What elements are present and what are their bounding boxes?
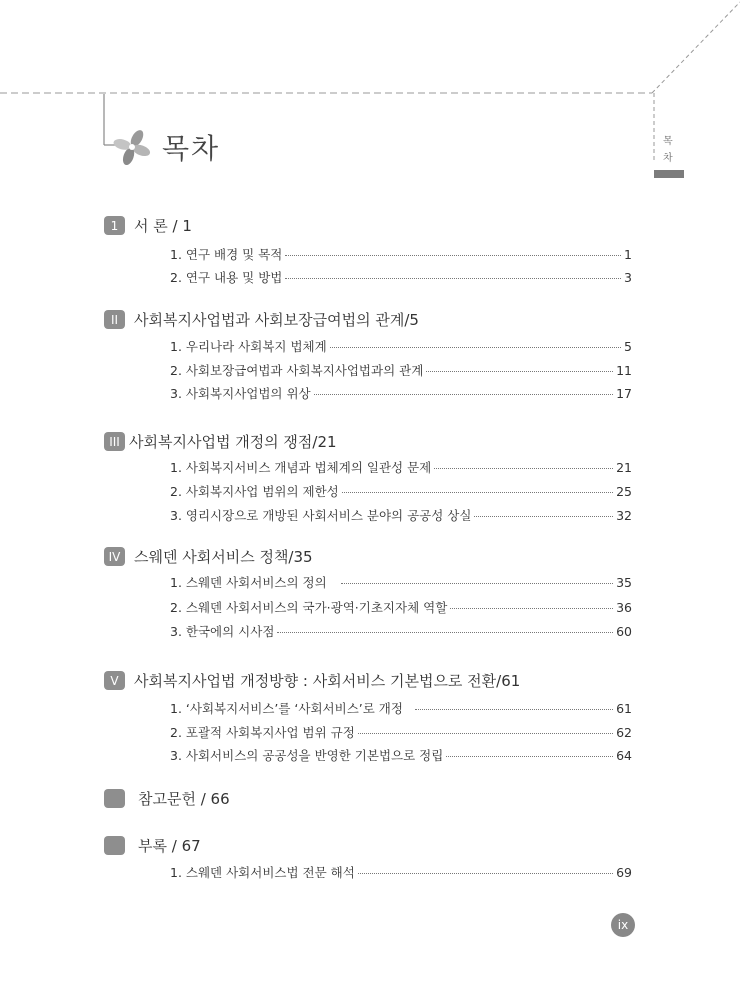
entry-page: 1 xyxy=(624,247,632,262)
entry-title: 2. 연구 내용 및 방법 xyxy=(170,270,283,285)
dot-leader xyxy=(358,733,613,734)
section-square-badge xyxy=(104,836,125,855)
entry-title: 1. 스웨덴 사회서비스의 정의 xyxy=(170,575,327,590)
entry-page: 61 xyxy=(616,701,632,716)
section-number-badge: 1 xyxy=(104,216,125,235)
toc-section-references[interactable] xyxy=(104,788,230,809)
entry-page: 17 xyxy=(616,386,632,401)
toc-entry[interactable] xyxy=(170,384,632,402)
dot-leader xyxy=(277,632,613,633)
toc-section-5[interactable] xyxy=(104,670,520,691)
entry-page: 60 xyxy=(616,624,632,639)
dot-leader xyxy=(342,492,613,493)
page-number-badge: ix xyxy=(611,913,635,937)
entry-title: 3. 사회복지사업법의 위상 xyxy=(170,386,311,401)
dot-leader xyxy=(285,278,621,279)
flower-icon xyxy=(112,127,152,167)
entry-title: 1. 연구 배경 및 목적 xyxy=(170,247,283,262)
toc-entry[interactable] xyxy=(170,598,632,616)
entry-page: 11 xyxy=(616,363,632,378)
section-title: 사회복지사업법 개정의 쟁점/21 xyxy=(129,433,337,451)
entry-title: 1. 사회복지서비스 개념과 법체계의 일관성 문제 xyxy=(170,460,432,475)
toc-entry[interactable] xyxy=(170,723,632,741)
dot-leader xyxy=(358,873,613,874)
side-tab-bar xyxy=(654,170,684,178)
section-title: 사회복지사업법 개정방향 : 사회서비스 기본법으로 전환/61 xyxy=(134,672,521,690)
side-tab-char-2: 차 xyxy=(663,153,673,164)
entry-title: 1. 우리나라 사회복지 법체계 xyxy=(170,339,327,354)
toc-entry[interactable] xyxy=(170,458,632,476)
dot-leader xyxy=(341,583,613,584)
entry-page: 64 xyxy=(616,748,632,763)
toc-section-4[interactable] xyxy=(104,546,313,567)
entry-page: 25 xyxy=(616,484,632,499)
toc-section-3[interactable] xyxy=(104,431,337,452)
entry-page: 5 xyxy=(624,339,632,354)
toc-section-2[interactable] xyxy=(104,309,419,330)
section-number-badge: III xyxy=(104,432,125,451)
toc-entry[interactable] xyxy=(170,506,632,524)
dot-leader xyxy=(330,347,621,348)
toc-entry[interactable] xyxy=(170,746,632,764)
toc-entry[interactable] xyxy=(170,622,632,640)
dot-leader xyxy=(434,468,613,469)
section-title: 사회복지사업법과 사회보장급여법의 관계/5 xyxy=(134,311,419,329)
entry-page: 35 xyxy=(616,575,632,590)
entry-page: 36 xyxy=(616,600,632,615)
entry-title: 2. 사회보장급여법과 사회복지사업법과의 관계 xyxy=(170,363,424,378)
section-number-badge: II xyxy=(104,310,125,329)
dot-leader xyxy=(415,709,613,710)
toc-entry[interactable] xyxy=(170,268,632,286)
section-title: 스웨덴 사회서비스 정책/35 xyxy=(134,548,313,566)
page-title: 목차 xyxy=(162,132,221,165)
dot-leader xyxy=(450,608,613,609)
side-tab-char-1: 목 xyxy=(663,136,673,147)
toc-entry[interactable] xyxy=(170,337,632,355)
toc-entry[interactable] xyxy=(170,361,632,379)
entry-title: 3. 한국에의 시사점 xyxy=(170,624,275,639)
toc-section-appendix[interactable] xyxy=(104,835,201,856)
toc-entry[interactable] xyxy=(170,482,632,500)
toc-section-1[interactable] xyxy=(104,215,192,236)
section-number-badge: IV xyxy=(104,547,125,566)
entry-title: 2. 포괄적 사회복지사업 범위 규정 xyxy=(170,725,355,740)
toc-entry[interactable] xyxy=(170,573,632,591)
section-number-badge: V xyxy=(104,671,125,690)
entry-title: 3. 사회서비스의 공공성을 반영한 기본법으로 정립 xyxy=(170,748,444,763)
entry-page: 3 xyxy=(624,270,632,285)
entry-title: 1. 스웨덴 사회서비스법 전문 해석 xyxy=(170,865,355,880)
entry-page: 32 xyxy=(616,508,632,523)
section-title: 부록 / 67 xyxy=(138,837,201,855)
dot-leader xyxy=(285,255,621,256)
dot-leader xyxy=(426,371,613,372)
section-square-badge xyxy=(104,789,125,808)
toc-entry[interactable] xyxy=(170,245,632,263)
toc-entry[interactable] xyxy=(170,699,632,717)
entry-title: 1. ‘사회복지서비스’를 ‘사회서비스’로 개정 xyxy=(170,701,403,716)
entry-page: 21 xyxy=(616,460,632,475)
toc-entry[interactable] xyxy=(170,863,632,881)
entry-title: 2. 사회복지사업 범위의 제한성 xyxy=(170,484,339,499)
dot-leader xyxy=(474,516,613,517)
entry-page: 62 xyxy=(616,725,632,740)
entry-title: 3. 영리시장으로 개방된 사회서비스 분야의 공공성 상실 xyxy=(170,508,472,523)
entry-title: 2. 스웨덴 사회서비스의 국가·광역·기초지자체 역할 xyxy=(170,600,448,615)
dot-leader xyxy=(446,756,613,757)
section-title: 서 론 / 1 xyxy=(134,217,192,235)
dot-leader xyxy=(314,394,613,395)
section-title: 참고문헌 / 66 xyxy=(138,790,230,808)
entry-page: 69 xyxy=(616,865,632,880)
